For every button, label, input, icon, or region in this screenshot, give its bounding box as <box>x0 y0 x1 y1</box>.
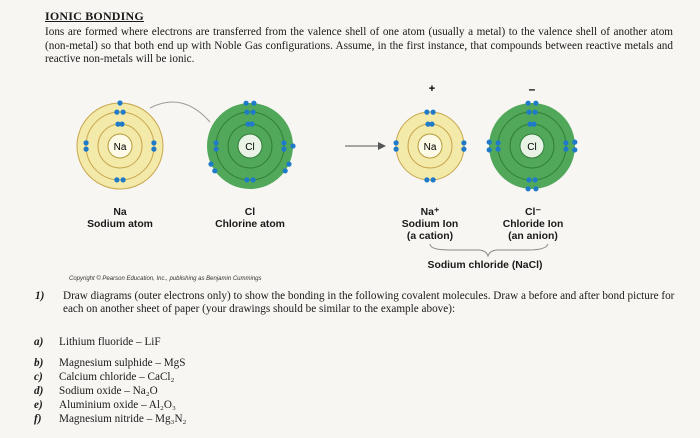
electron <box>533 110 538 115</box>
list-item <box>34 371 174 384</box>
question-text: Draw diagrams (outer electrons only) to show the bonding in the following covalent molecules. Draw a before and after bond picture for each on another sheet of paper (your drawings should be similar to the example above): <box>63 290 675 316</box>
electron <box>251 110 256 115</box>
item-text: Magnesium nitride – Mg₃N₂ <box>59 413 187 425</box>
electron <box>249 122 254 127</box>
chloride-ion-label <box>488 207 578 243</box>
electron <box>121 110 126 115</box>
chlorine-atom-symbol-label: Cl <box>244 207 256 218</box>
chloride-ion-type: (an anion) <box>508 231 558 242</box>
sodium-atom-label <box>70 207 170 231</box>
electron <box>214 147 219 152</box>
item-letter: f) <box>34 413 42 425</box>
chlorine-atom-label <box>198 207 302 231</box>
sodium-symbol: Na <box>113 142 127 153</box>
item-text: Aluminium oxide – Al₂O₃ <box>59 399 176 411</box>
electron <box>212 168 217 173</box>
list-item <box>34 399 176 412</box>
item-text: Lithium fluoride – LiF <box>59 336 161 348</box>
electron <box>533 186 538 191</box>
electron <box>526 177 531 182</box>
chlorine-symbol: Cl <box>245 142 255 153</box>
electron <box>526 101 531 106</box>
compound-label: Sodium chloride (NaCl) <box>427 260 543 271</box>
transfer-arc <box>150 102 210 122</box>
electron <box>526 110 531 115</box>
electron <box>117 100 122 105</box>
electron <box>251 177 256 182</box>
question-1 <box>35 290 680 317</box>
electron <box>151 147 156 152</box>
item-text: Magnesium sulphide – MgS <box>59 357 186 369</box>
electron <box>208 162 213 167</box>
sodium-ion-label <box>385 207 475 243</box>
electron <box>283 168 288 173</box>
item-letter: e) <box>34 399 43 411</box>
electron <box>533 101 538 106</box>
sodium-ion <box>396 83 464 180</box>
reaction-arrow-head <box>378 142 386 150</box>
list-item <box>34 357 185 370</box>
sodium-ion-symbol-label: Na⁺ <box>420 207 440 218</box>
electron <box>563 140 568 145</box>
electron <box>290 143 295 148</box>
sodium-atom-symbol-label: Na <box>113 207 127 218</box>
item-letter: c) <box>34 371 43 383</box>
electron <box>84 147 89 152</box>
electron <box>286 162 291 167</box>
electron <box>424 110 429 115</box>
electron <box>496 140 501 145</box>
chlorine-atom <box>207 103 293 189</box>
sodium-ion-name: Sodium Ion <box>401 219 459 230</box>
list-item <box>34 413 186 426</box>
compound-brace <box>430 244 548 256</box>
electron <box>487 140 492 145</box>
electron <box>244 177 249 182</box>
page-heading: IONIC BONDING <box>45 9 144 23</box>
item-text: Calcium chloride – CaCl₂ <box>59 371 175 383</box>
electron <box>251 101 256 106</box>
sodium-ion-type: (a cation) <box>406 231 454 242</box>
electron <box>572 140 577 145</box>
intro-paragraph: Ions are formed where electrons are transferred from the valence shell of one atom (usually a metal) to the valence shell of another atom (non-metal) so that both end up with Noble Gas configurations. Assume, in the first instance, that compounds between reactive metals and reactive non-metals will be ionic. <box>45 26 673 66</box>
sodium-ion-symbol: Na <box>423 142 437 153</box>
list-item <box>34 336 161 349</box>
electron <box>487 147 492 152</box>
electron <box>394 140 399 145</box>
electron <box>244 110 249 115</box>
electron <box>461 140 466 145</box>
electron <box>119 122 124 127</box>
copyright-note: Copyright © Pearson Education, Inc., publishing as Benjamin Cummings <box>69 276 262 282</box>
electron <box>429 122 434 127</box>
electron <box>84 140 89 145</box>
chloride-ion-charge: – <box>528 82 536 96</box>
list-item <box>34 385 158 398</box>
question-number: 1) <box>35 290 45 302</box>
electron <box>572 147 577 152</box>
electron <box>496 147 501 152</box>
item-letter: a) <box>34 336 44 348</box>
sodium-ion-charge: + <box>428 83 436 95</box>
electron <box>461 147 466 152</box>
electron <box>281 147 286 152</box>
electron <box>214 140 219 145</box>
electron <box>151 140 156 145</box>
electron <box>431 110 436 115</box>
sodium-atom-name: Sodium atom <box>87 219 153 230</box>
electron <box>531 122 536 127</box>
electron <box>281 140 286 145</box>
item-letter: d) <box>34 385 44 397</box>
electron <box>533 177 538 182</box>
electron <box>526 186 531 191</box>
chlorine-atom-name: Chlorine atom <box>215 219 285 230</box>
chloride-ion-name: Chloride Ion <box>502 219 564 230</box>
chloride-ion-symbol: Cl <box>527 142 537 153</box>
item-text: Sodium oxide – Na₂O <box>59 385 158 397</box>
item-letter: b) <box>34 357 44 369</box>
sodium-atom <box>77 103 163 189</box>
electron <box>244 101 249 106</box>
electron <box>431 177 436 182</box>
electron <box>424 177 429 182</box>
chloride-ion-symbol-label: Cl⁻ <box>525 207 541 218</box>
electron <box>121 177 126 182</box>
electron <box>563 147 568 152</box>
electron <box>394 147 399 152</box>
electron <box>114 177 119 182</box>
electron <box>114 110 119 115</box>
chloride-ion <box>489 82 575 189</box>
